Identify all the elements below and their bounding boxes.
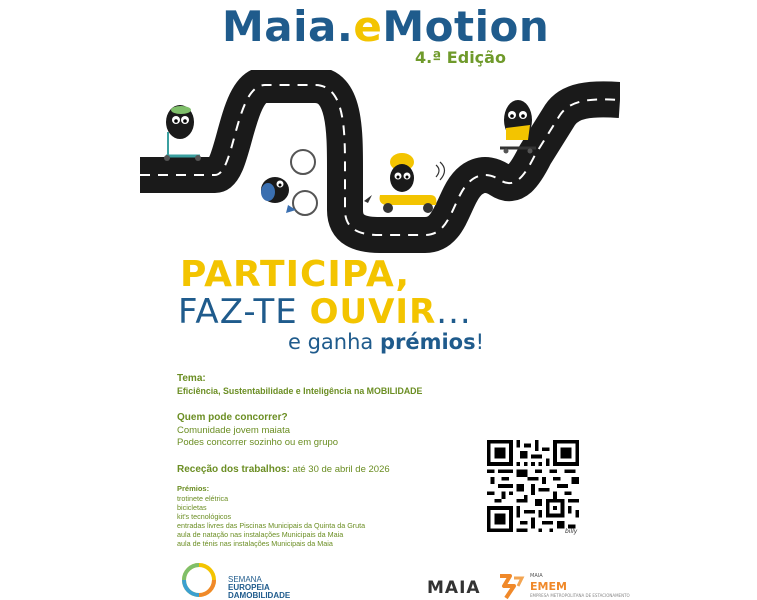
semana-europeia-text: SEMANA EUROPEIA DAMOBILIDADE [228,575,291,600]
prize-item: kit's tecnológicos [177,512,232,521]
poster [140,0,630,600]
scooter-character [164,105,201,161]
rececao-line: Receção dos trabalhos: até 30 de abril de 2026 [177,464,390,475]
prize-item: aula de ténis nas instalações Municipais da Maia [177,539,333,548]
maia-logo[interactable]: MAIA [427,578,481,598]
premios-label: Prémios: [177,484,210,493]
prize-item: aula de natação nas instalações Municipais da Maia [177,530,344,539]
prize-item: bicicletas [177,503,207,512]
edition-label: 4.ª Edição [415,48,506,67]
qr-code[interactable] [487,440,579,532]
semana-europeia-logo[interactable] [179,562,219,598]
event-title: Maia.eMotion [222,2,550,51]
emem-maia-label: MAIA [530,573,543,579]
quem-line-2: Podes concorrer sozinho ou em grupo [177,437,339,448]
road-illustration [140,70,620,260]
qr-signature: billy [565,528,578,535]
prize-item: entradas livres das Piscinas Municipais da Quinta da Gruta [177,521,366,530]
prize-item: trotinete elétrica [177,494,229,503]
quem-label: Quem pode concorrer? [177,412,288,423]
bicycle-character [261,150,317,215]
tema-text: Eficiência, Sustentabilidade e Inteligência na MOBILIDADE [177,386,423,396]
quem-line-1: Comunidade jovem maiata [177,425,291,436]
emem-logo-text: EMEM [530,580,567,593]
emem-subtitle: EMPRESA METROPOLITANA DE ESTACIONAMENTO [530,593,630,598]
emem-logo-icon[interactable] [496,572,526,600]
slogan-line-1: PARTICIPA, [180,254,411,295]
tema-label: Tema: [177,373,206,384]
slogan-line-2: FAZ-TE OUVIR... [178,292,472,332]
premios-list [177,484,365,548]
slogan-line-3: e ganha prémios! [288,330,485,354]
moped-character [364,153,445,213]
